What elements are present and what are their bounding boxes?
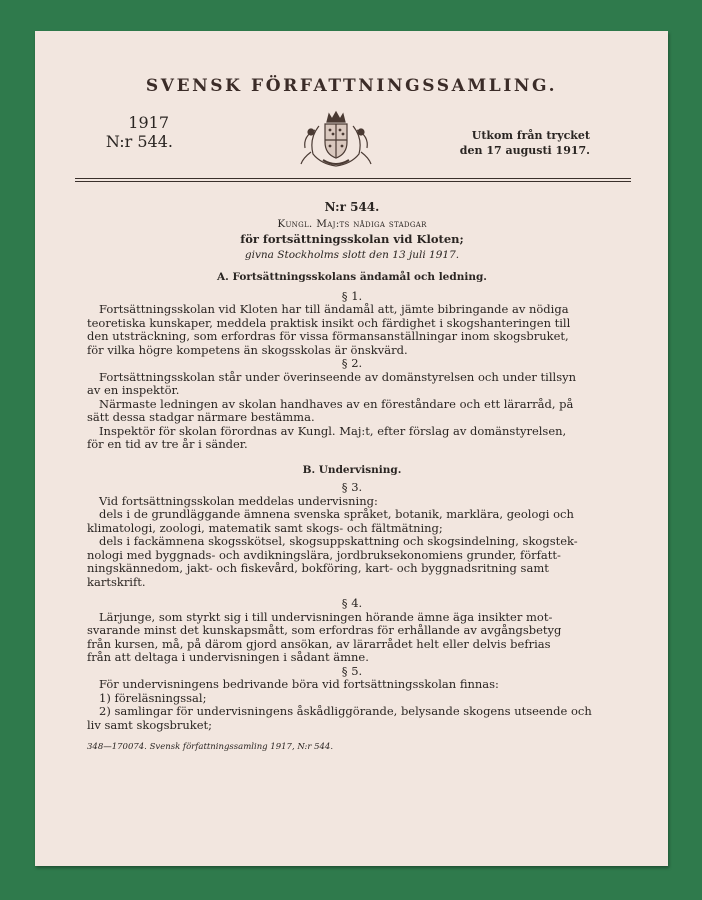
document-body	[87, 201, 617, 732]
masthead-title: SVENSK FÖRFATTNINGSSAMLING.	[145, 76, 558, 96]
header-rule-bottom	[75, 181, 631, 182]
paragraph-3-line: kartskrift.	[87, 574, 146, 589]
document-title: för fortsättningsskolan vid Kloten;	[240, 232, 464, 246]
publication-note	[460, 128, 590, 158]
paragraph-4-line: från kursen, må, på därom gjord ansökan, av lärarrådet helt eller delvis befrias	[87, 636, 551, 651]
paragraph-5-line: För undervisningens bedrivande böra vid fortsättningsskolan finnas:	[99, 677, 499, 691]
paragraph-3-line: nologi med byggnads- och avdikningslära, jordbruksekonomiens grunder, författ-	[87, 547, 561, 562]
printer-footer: 348—170074. Svensk författningssamling 1917, N:r 544.	[87, 742, 334, 752]
paragraph-5-line: 2) samlingar för undervisningens åskådliggörande, belysande skogens utseende och	[99, 704, 592, 718]
document-number: N:r 544.	[324, 200, 380, 214]
paragraph-1-line: den utsträckning, som erfordras för vissa förmansanställningar inom skogsbruket,	[87, 329, 569, 343]
publication-note-line2: den 17 augusti 1917.	[459, 144, 590, 157]
royal-coat-of-arms-icon	[297, 108, 375, 170]
paragraph-3-title: § 3.	[341, 480, 363, 494]
publication-note-line1: Utkom från trycket	[471, 129, 590, 142]
document-issuer: Kungl. Maj:ts nådiga stadgar	[277, 217, 427, 230]
section-a-heading: A. Fortsättningsskolans ändamål och ledning.	[217, 271, 487, 283]
paragraph-3-line: dels i de grundläggande ämnena svenska språket, botanik, marklära, geologi och	[99, 507, 574, 521]
paragraph-1-title: § 1.	[341, 288, 363, 303]
paragraph-4-line: svarande minst det kunskapsmått, som erfordras för erhållande av avgångsbetyg	[87, 623, 562, 637]
paragraph-2-line: Fortsättningsskolan står under överinseende av domänstyrelsen och under tillsyn	[99, 369, 577, 384]
paragraph-4-line: Lärjunge, som styrkt sig i till undervisningen hörande ämne äga insikter mot-	[99, 609, 553, 624]
header-rule-top	[75, 178, 631, 179]
document-page	[35, 31, 668, 866]
issue-number: N:r 544.	[105, 132, 173, 151]
issue-year: 1917	[128, 113, 169, 132]
paragraph-4-line: från att deltaga i undervisningen i sådant ämne.	[87, 650, 369, 664]
paragraph-3-line: Vid fortsättningsskolan meddelas undervisning:	[99, 493, 378, 508]
paragraph-1-line: Fortsättningsskolan vid Kloten har till ändamål att, jämte bibringande av nödiga	[99, 302, 569, 316]
paragraph-4-title: § 4.	[341, 596, 363, 610]
paragraph-1-line: för vilka högre kompetens än skogsskolas är önskvärd.	[87, 342, 408, 357]
paragraph-3-line: ningskännedom, jakt- och fiskevård, bokföring, kart- och byggnadsritning samt	[87, 561, 549, 575]
paragraph-3-line: dels i fackämnena skogsskötsel, skogsuppskattning och skogsindelning, skogstek-	[99, 534, 578, 548]
paragraph-3-line: klimatologi, zoologi, matematik samt skogs- och fältmätning;	[87, 520, 443, 535]
paragraph-2-line: sätt dessa stadgar närmare bestämma.	[87, 410, 315, 424]
paragraph-2-line: för en tid av tre år i sänder.	[87, 437, 248, 451]
paragraph-2-line: Närmaste ledningen av skolan handhaves av en föreståndare och ett lärarråd, på	[99, 396, 574, 411]
paragraph-1-line: teoretiska kunskaper, meddela praktisk insikt och färdighet i skogshanteringen till	[87, 315, 571, 330]
paragraph-2-title: § 2.	[341, 356, 363, 370]
paragraph-5-line: liv samt skogsbruket;	[87, 717, 213, 732]
paragraph-5-title: § 5.	[341, 663, 363, 678]
document-date: givna Stockholms slott den 13 juli 1917.	[244, 248, 460, 261]
paragraph-2-line: Inspektör för skolan förordnas av Kungl. Maj:t, efter förslag av domänstyrelsen,	[99, 423, 567, 438]
paragraph-2-line: av en inspektör.	[87, 383, 180, 397]
paragraph-5-line: 1) föreläsningssal;	[99, 690, 207, 705]
section-b-heading: B. Undervisning.	[302, 463, 402, 476]
